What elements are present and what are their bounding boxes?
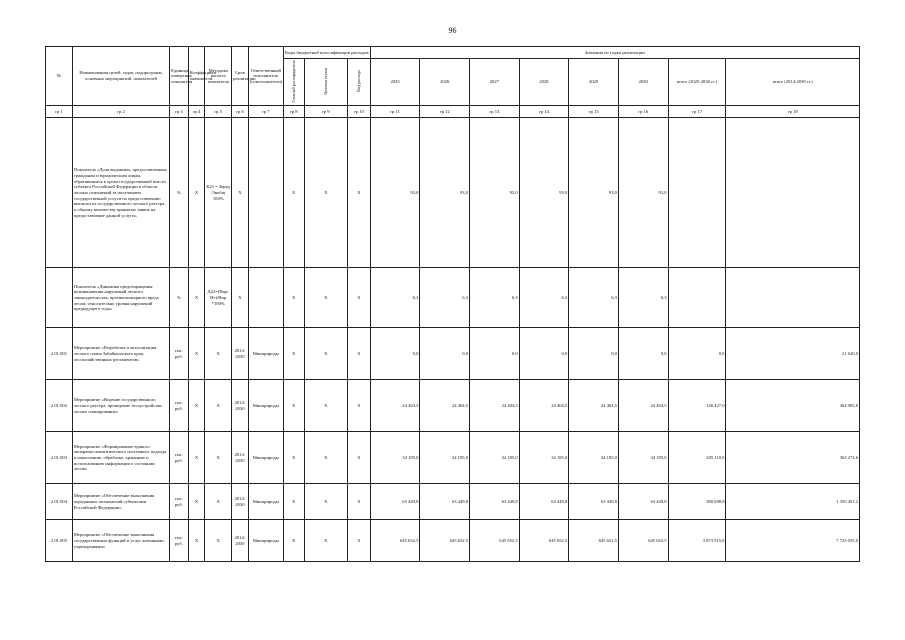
row-resp: Минприроды (248, 484, 283, 520)
row-year-value: 6,3 (519, 268, 569, 328)
row-year-value: 34 185,0 (519, 432, 569, 484)
row-year-value: 6,3 (569, 268, 619, 328)
row-year-value: 0,0 (420, 328, 470, 380)
row-unit: % (170, 118, 189, 268)
row-total-2025 (668, 118, 726, 268)
row-total-2025: 0,0 (668, 328, 726, 380)
row-name: Мероприятие «Ведение государственного лесного реестра, проведение лесоустройства, лесное планирование» (72, 380, 169, 432)
row-year-value: 0,0 (470, 328, 520, 380)
col-number: гр 4 (188, 106, 205, 118)
col-number: гр 1 (46, 106, 73, 118)
row-num: 2.01.003 (46, 432, 73, 484)
row-total-2025: 3 873 915,0 (668, 520, 726, 562)
row-term: X (232, 268, 249, 328)
col-number: гр 17 (668, 106, 726, 118)
col-number: гр 7 (248, 106, 283, 118)
row-year-value: 645 652,5 (420, 520, 470, 562)
col-number: гр 10 (347, 106, 370, 118)
row-budget-gr10: X (347, 118, 370, 268)
row-year-value: 24 404,5 (569, 380, 619, 432)
row-year-value: 93,0 (370, 118, 420, 268)
row-year-value: 34 185,0 (370, 432, 420, 484)
row-total-2014 (726, 268, 860, 328)
row-year-value: 34 185,0 (618, 432, 668, 484)
row-unit: % (170, 268, 189, 328)
row-name: Мероприятие «Формирование единого аппаратно-аналитического системного подхода к накоплению, обработке, хранению и использованию информации о состоянии лесов» (72, 432, 169, 484)
row-method: X (205, 380, 232, 432)
row-method: X (205, 484, 232, 520)
row-year-value: 645 652,5 (370, 520, 420, 562)
row-year-value: 24 404,5 (420, 380, 470, 432)
row-total-2025: 380 698,8 (668, 484, 726, 520)
row-budget-gr9: X (304, 328, 347, 380)
row-num (46, 118, 73, 268)
col-number: гр 12 (420, 106, 470, 118)
col-number: гр 11 (370, 106, 420, 118)
row-year-value: 63 449,8 (618, 484, 668, 520)
row-budget-gr8: X (283, 328, 304, 380)
row-unit: тыс. руб. (170, 380, 189, 432)
col-number: гр 6 (232, 106, 249, 118)
row-year-value: 34 185,0 (420, 432, 470, 484)
header-term: Срок реализации (232, 47, 249, 106)
row-year-value: 645 652,5 (519, 520, 569, 562)
row-coef: X (188, 268, 205, 328)
row-coef: X (188, 520, 205, 562)
row-total-2014: 21 620,0 (726, 328, 860, 380)
header-budget-gr10: Вид расхода (347, 59, 370, 106)
row-budget-gr9: X (304, 118, 347, 268)
row-term: X (232, 118, 249, 268)
table-row (46, 520, 860, 562)
row-year-value: 63 449,8 (370, 484, 420, 520)
header-name: Наименования целей, задач, подпрограмм, основных мероприятий, показателей (72, 47, 169, 106)
row-unit: тыс. руб. (170, 520, 189, 562)
row-unit: тыс. руб. (170, 432, 189, 484)
header-year: 2030 (618, 59, 668, 106)
col-number: гр 13 (470, 106, 520, 118)
row-method: Д22=(Нпр-Нт)/Нпр *100% (205, 268, 232, 328)
col-number: гр 14 (519, 106, 569, 118)
row-term: 2014-2030 (232, 484, 249, 520)
row-resp: Минприроды (248, 520, 283, 562)
row-total-2014: 1 350 401,2 (726, 484, 860, 520)
row-year-value: 93,0 (519, 118, 569, 268)
row-year-value: 34 185,0 (470, 432, 520, 484)
page-number: 96 (448, 26, 457, 35)
row-year-value: 6,3 (370, 268, 420, 328)
header-num: № (46, 47, 73, 106)
row-budget-gr9: X (304, 268, 347, 328)
row-name: Мероприятие «Обеспечение выполнения государственных функций и услуг казенными учреждениями» (72, 520, 169, 562)
row-coef: X (188, 118, 205, 268)
row-year-value: 645 652,5 (470, 520, 520, 562)
row-coef: X (188, 432, 205, 484)
header-year: 2029 (569, 59, 619, 106)
header-total-2014: всего (2014-2030 гг.) (726, 59, 860, 106)
row-resp: Минприроды (248, 328, 283, 380)
col-number: гр 9 (304, 106, 347, 118)
header-method: Методика расчета показателя (205, 47, 232, 106)
column-numbers-row (46, 106, 860, 118)
row-total-2025: 146 427,0 (668, 380, 726, 432)
table-row (46, 118, 860, 268)
row-year-value: 0,0 (370, 328, 420, 380)
header-values-group: Значения по годам реализации (370, 47, 859, 59)
row-year-value: 93,0 (618, 118, 668, 268)
row-budget-gr9: X (304, 520, 347, 562)
row-year-value: 24 404,5 (370, 380, 420, 432)
table-row (46, 380, 860, 432)
row-coef: X (188, 328, 205, 380)
program-table (45, 46, 860, 562)
row-num (46, 268, 73, 328)
header-unit: Единица измерения показателя (170, 47, 189, 106)
row-year-value: 24 404,5 (470, 380, 520, 432)
row-budget-gr9: X (304, 484, 347, 520)
row-year-value: 24 404,5 (618, 380, 668, 432)
row-name: Мероприятие «Обеспечение выполнения переданных полномочий субъектами Российской Федерации» (72, 484, 169, 520)
row-budget-gr8: X (283, 268, 304, 328)
col-number: гр 5 (205, 106, 232, 118)
row-year-value: 6,3 (470, 268, 520, 328)
row-method: К21 = Звред /Звобщ 100% (205, 118, 232, 268)
row-year-value: 93,0 (420, 118, 470, 268)
row-year-value: 0,0 (618, 328, 668, 380)
row-num: 2.01.005 (46, 520, 73, 562)
header-year: 2026 (420, 59, 470, 106)
row-coef: X (188, 380, 205, 432)
table-row (46, 268, 860, 328)
row-budget-gr10: X (347, 520, 370, 562)
row-budget-gr10: X (347, 484, 370, 520)
col-number: гр 3 (170, 106, 189, 118)
row-budget-gr8: X (283, 118, 304, 268)
row-num: 2.01.001 (46, 328, 73, 380)
header-budget-gr8: Главный распорядитель (283, 59, 304, 106)
header-resp: Ответственный исполнитель (соисполнители) (248, 47, 283, 106)
row-budget-gr9: X (304, 432, 347, 484)
row-method: X (205, 328, 232, 380)
col-number: гр 2 (72, 106, 169, 118)
row-name: Показатель «Динамика предотвращения возникновения нарушений лесного законодательства, противопожарного вреда лесам, относительно уровня нарушений предыдущего года» (72, 268, 169, 328)
row-resp: Минприроды (248, 432, 283, 484)
row-year-value: 6,3 (618, 268, 668, 328)
row-budget-gr8: X (283, 520, 304, 562)
row-year-value: 6,3 (420, 268, 470, 328)
row-num: 2.01.002 (46, 380, 73, 432)
row-year-value: 63 449,8 (569, 484, 619, 520)
row-total-2014: 363 272,6 (726, 432, 860, 484)
row-year-value: 63 449,8 (519, 484, 569, 520)
row-term: 2014-2030 (232, 432, 249, 484)
row-method: X (205, 520, 232, 562)
row-year-value: 645 652,5 (618, 520, 668, 562)
row-total-2014: 364 985,8 (726, 380, 860, 432)
row-year-value: 63 449,8 (420, 484, 470, 520)
row-total-2014: 7 725 055,0 (726, 520, 860, 562)
row-method: X (205, 432, 232, 484)
header-year: 2025 (370, 59, 420, 106)
row-year-value: 0,0 (519, 328, 569, 380)
row-year-value: 34 185,0 (569, 432, 619, 484)
table-body (46, 118, 860, 562)
row-budget-gr10: X (347, 268, 370, 328)
row-name: Мероприятие «Разработка и актуализация лесного плана Забайкальского края, лесохозяйственных регламентов» (72, 328, 169, 380)
row-resp: Минприроды (248, 380, 283, 432)
row-term: 2014-2030 (232, 328, 249, 380)
table-row (46, 328, 860, 380)
col-number: гр 18 (726, 106, 860, 118)
row-year-value: 645 652,5 (569, 520, 619, 562)
row-name: Показатель «Доля выданных, предоставленных гражданам и юридическим лицам, обратившимся в орган государственной власти субъекта Российской Федерации в области лесных отношений за получением государственной услуги по предоставлению выписки из государственного лесного реестра, к общему количеству принятых заявок на предоставление данной услуги» (72, 118, 169, 268)
row-budget-gr10: X (347, 432, 370, 484)
row-total-2025 (668, 268, 726, 328)
header-year: 2027 (470, 59, 520, 106)
row-total-2025: 205 110,0 (668, 432, 726, 484)
row-resp (248, 268, 283, 328)
row-unit: тыс. руб. (170, 328, 189, 380)
row-budget-gr10: X (347, 328, 370, 380)
row-coef: X (188, 484, 205, 520)
row-budget-gr8: X (283, 484, 304, 520)
row-term: 2014-2030 (232, 380, 249, 432)
col-number: гр 8 (283, 106, 304, 118)
header-budget-group: Коды бюджетной классификации расходов (283, 47, 370, 59)
row-budget-gr9: X (304, 380, 347, 432)
row-unit: тыс. руб. (170, 484, 189, 520)
table-header (46, 47, 860, 118)
row-budget-gr10: X (347, 380, 370, 432)
row-year-value: 0,0 (569, 328, 619, 380)
table-row (46, 432, 860, 484)
row-year-value: 24 404,5 (519, 380, 569, 432)
row-budget-gr8: X (283, 432, 304, 484)
row-num: 2.01.004 (46, 484, 73, 520)
col-number: гр 16 (618, 106, 668, 118)
row-year-value: 93,0 (470, 118, 520, 268)
header-budget-gr9: Целевая статья (304, 59, 347, 106)
header-coef: Коэффициент значимости (188, 47, 205, 106)
col-number: гр 15 (569, 106, 619, 118)
header-total-2025: всего (2025-2030 гг.) (668, 59, 726, 106)
header-year: 2028 (519, 59, 569, 106)
row-total-2014 (726, 118, 860, 268)
row-resp (248, 118, 283, 268)
row-term: 2014-2030 (232, 520, 249, 562)
row-budget-gr8: X (283, 380, 304, 432)
row-year-value: 93,0 (569, 118, 619, 268)
row-year-value: 63 449,8 (470, 484, 520, 520)
table-row (46, 484, 860, 520)
